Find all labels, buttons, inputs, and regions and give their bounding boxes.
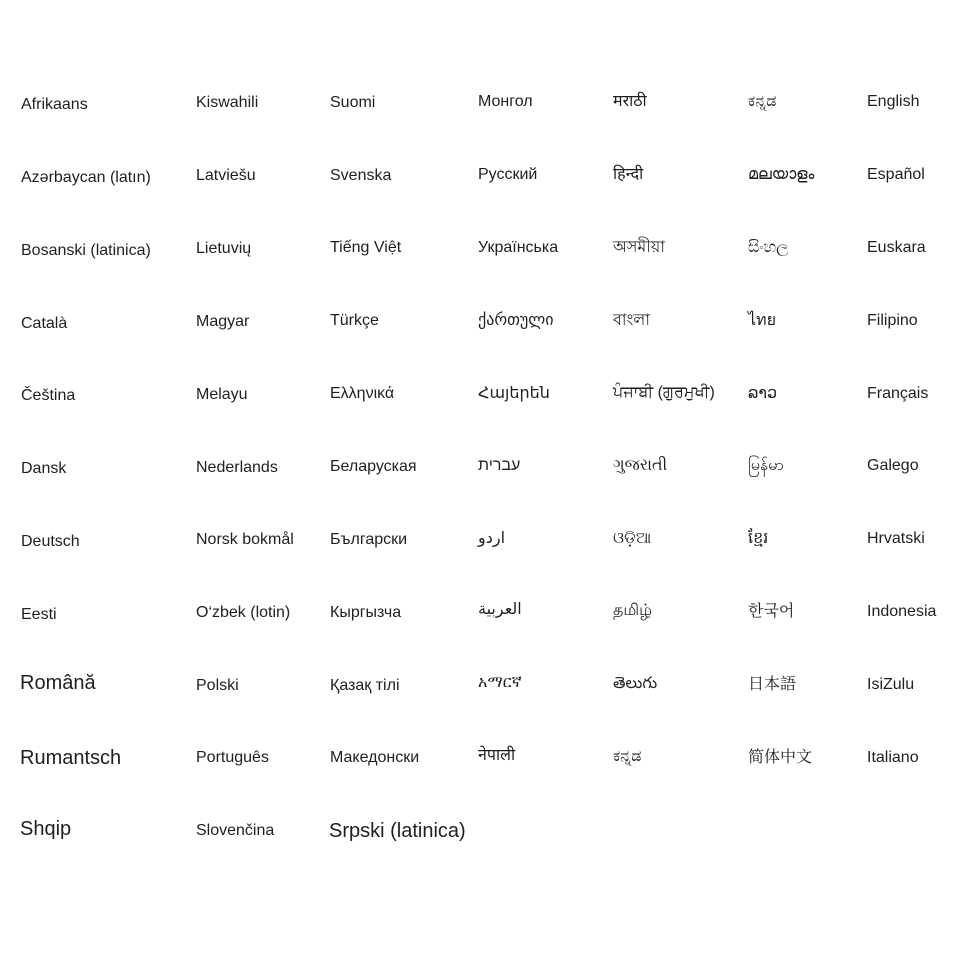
language-option[interactable]: Latviešu xyxy=(196,167,256,184)
language-option[interactable]: मराठी xyxy=(613,93,647,110)
language-option[interactable]: Bosanski (latinica) xyxy=(21,242,151,259)
language-option[interactable]: Català xyxy=(21,315,68,332)
language-option[interactable]: Български xyxy=(330,531,408,548)
language-option[interactable]: অসমীয়া xyxy=(613,239,665,256)
language-option[interactable]: Türkçe xyxy=(330,312,379,329)
language-option[interactable]: Galego xyxy=(867,457,919,474)
language-option[interactable]: ไทย xyxy=(748,312,776,329)
language-option[interactable]: Polski xyxy=(196,677,239,694)
language-option[interactable]: Italiano xyxy=(867,749,919,766)
language-option[interactable]: ଓଡ଼ିଆ xyxy=(613,530,652,547)
language-option[interactable]: Magyar xyxy=(196,313,250,330)
language-option[interactable]: Čeština xyxy=(21,387,76,404)
language-option[interactable]: Tiếng Việt xyxy=(330,239,402,256)
language-option[interactable]: Ελληνικά xyxy=(330,385,395,402)
language-option[interactable]: O‘zbek (lotin) xyxy=(196,604,291,621)
language-option[interactable]: සිංහල xyxy=(748,239,789,256)
language-option[interactable]: Norsk bokmål xyxy=(196,531,294,548)
language-option[interactable]: Français xyxy=(867,385,929,402)
language-option[interactable]: Indonesia xyxy=(867,603,937,620)
language-option[interactable]: Română xyxy=(20,672,96,694)
language-option[interactable]: ಕನ್ನಡ xyxy=(613,748,642,765)
language-option[interactable]: Lietuvių xyxy=(196,240,252,257)
language-option[interactable]: ગુજરાતી xyxy=(613,457,668,474)
language-option[interactable]: 简体中文 xyxy=(748,749,813,766)
language-option[interactable]: Kiswahili xyxy=(196,94,259,111)
language-option[interactable]: Rumantsch xyxy=(20,747,122,769)
language-option[interactable]: Filipino xyxy=(867,312,918,329)
language-option[interactable]: বাংলা xyxy=(613,312,650,329)
language-option[interactable]: Español xyxy=(867,166,925,183)
language-option[interactable]: Հայերեն xyxy=(478,385,550,402)
language-option[interactable]: IsiZulu xyxy=(867,676,915,693)
language-option[interactable]: አማርኛ xyxy=(478,674,522,691)
language-option[interactable]: Монгол xyxy=(478,93,533,110)
language-option[interactable]: తెలుగు xyxy=(613,675,658,692)
language-option[interactable]: ਪੰਜਾਬੀ (ਗੁਰਮੁਖੀ) xyxy=(613,384,715,401)
language-option[interactable]: Português xyxy=(196,749,269,766)
language-option[interactable]: Deutsch xyxy=(21,533,80,550)
language-option[interactable]: Қазақ тілі xyxy=(330,677,400,694)
language-option[interactable]: മലയാളം xyxy=(748,166,815,183)
language-option[interactable]: English xyxy=(867,93,920,110)
language-option[interactable]: Hrvatski xyxy=(867,530,925,547)
language-option[interactable]: Кыргызча xyxy=(330,604,402,621)
language-option[interactable]: Slovenčina xyxy=(196,822,275,839)
language-option[interactable]: اردو xyxy=(478,530,506,547)
language-option[interactable]: Euskara xyxy=(867,239,926,256)
language-option[interactable]: ລາວ xyxy=(748,385,778,402)
language-option[interactable]: Македонски xyxy=(330,749,420,766)
language-option[interactable]: မြန်မာ xyxy=(748,457,784,474)
language-option[interactable]: ಕನ್ನಡ xyxy=(748,93,777,110)
language-option[interactable]: Melayu xyxy=(196,386,248,403)
language-option[interactable]: العربية xyxy=(478,601,522,618)
language-option[interactable]: Dansk xyxy=(21,460,67,477)
language-option[interactable]: Svenska xyxy=(330,167,392,184)
language-option[interactable]: Afrikaans xyxy=(21,96,88,113)
language-option[interactable]: தமிழ் xyxy=(613,602,653,619)
language-option[interactable]: Eesti xyxy=(21,606,57,623)
language-option[interactable]: 한국어 xyxy=(748,603,795,620)
language-option[interactable]: Shqip xyxy=(20,818,72,840)
language-option[interactable]: ខ្មែរ xyxy=(748,530,769,547)
language-option[interactable]: 日本語 xyxy=(748,676,797,693)
language-option[interactable]: Українська xyxy=(478,239,559,256)
language-option[interactable]: ქართული xyxy=(478,312,554,329)
language-option[interactable]: עברית xyxy=(478,457,521,474)
language-option[interactable]: नेपाली xyxy=(478,747,516,764)
language-option[interactable]: हिन्दी xyxy=(613,166,644,183)
language-option[interactable]: Azərbaycan (latın) xyxy=(21,169,151,186)
language-option[interactable]: Suomi xyxy=(330,94,376,111)
language-option[interactable]: Беларуская xyxy=(330,458,417,475)
language-option[interactable]: Srpski (latinica) xyxy=(329,820,466,842)
language-option[interactable]: Русский xyxy=(478,166,538,183)
language-option[interactable]: Nederlands xyxy=(196,459,278,476)
